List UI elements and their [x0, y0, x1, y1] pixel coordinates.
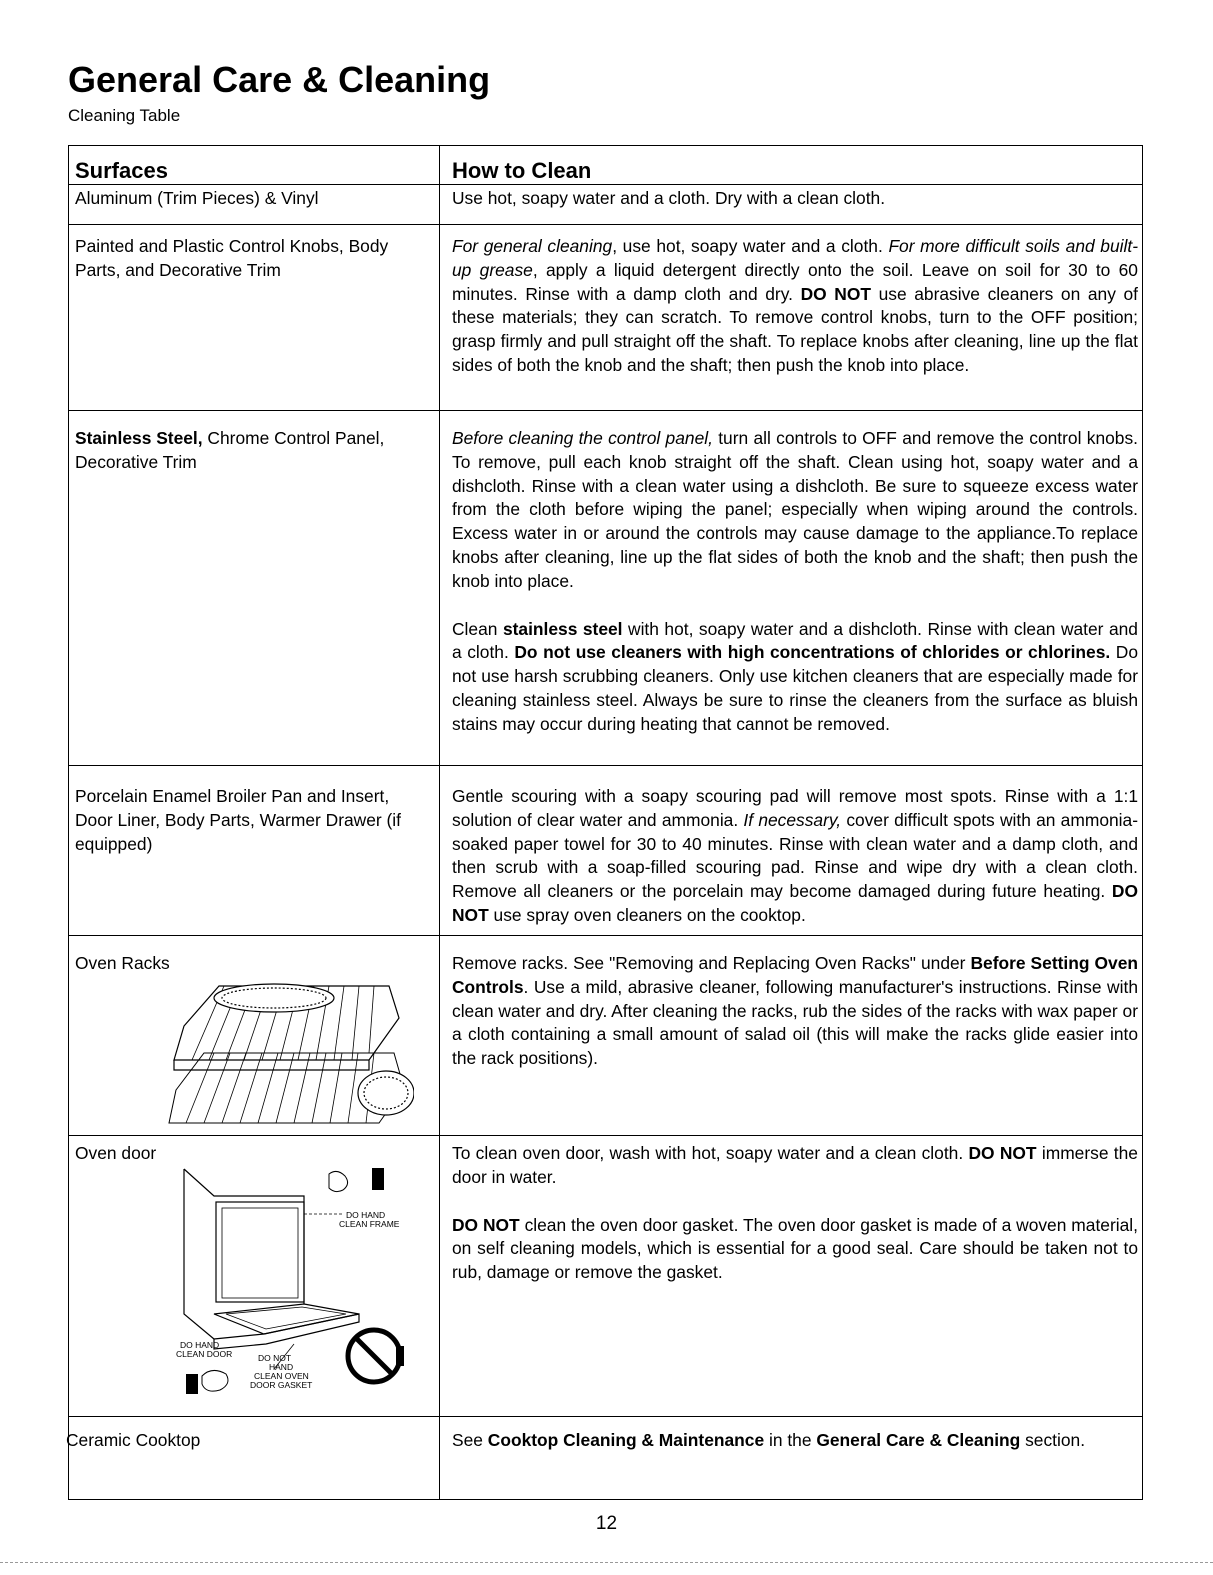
how-to-clean-cell: To clean oven door, wash with hot, soapy water and a clean cloth. DO NOT immerse the door in water. DO NOT clean the oven door gasket. The oven door gasket is made of a woven material, on self cleaning models, which is essential for a good seal. Care should be taken not to rub, damage or remove the gasket.: [452, 1143, 1138, 1283]
how-to-clean-cell: Before cleaning the control panel, turn all controls to OFF and remove the control knobs. To remove, pull each knob straight off the shaft. Clean using hot, soapy water and a dishcloth. Rinse with a clean water using a dishcloth. Be sure to squeeze excess water from the cloth before wiping the panel; especially when wiping around the controls. Excess water in or around the controls may cause damage to the appliance.To replace knobs after cleaning, line up the flat sides of both the knob and the shaft; then push the knob into place. Clean stainless steel with hot, soapy water and a dishcloth. Rinse with clean water and a cloth. Do not use cleaners with high concentrations of chlorides or chlorines. Do not use harsh scrubbing cleaners. Only use kitchen cleaners that are especially made for cleaning stainless steel. Always be sure to rinse the cleaners from the surface as bluish stains may occur during heating that cannot be removed.: [452, 428, 1138, 734]
svg-text:DO HAND: DO HAND: [180, 1340, 220, 1350]
surface-cell: Porcelain Enamel Broiler Pan and Insert, Door Liner, Body Parts, Warmer Drawer (if equipped): [75, 786, 401, 854]
column-header-how-to-clean: How to Clean: [452, 158, 592, 183]
cleaning-table: [68, 145, 1143, 1500]
surface-cell: Painted and Plastic Control Knobs, Body Parts, and Decorative Trim: [75, 236, 389, 280]
row-divider: [69, 410, 1142, 411]
row-divider: [69, 184, 1142, 185]
oven-door-illustration: [174, 1164, 414, 1399]
row-divider: [69, 1135, 1142, 1136]
svg-text:DO HAND: DO HAND: [346, 1210, 386, 1220]
page-subtitle: Cleaning Table: [68, 106, 181, 125]
bottom-rule: [0, 1562, 1213, 1563]
column-divider: [439, 146, 440, 1499]
row-divider: [69, 935, 1142, 936]
column-header-surfaces: Surfaces: [75, 158, 168, 183]
svg-text:DOOR GASKET: DOOR GASKET: [250, 1380, 313, 1390]
surface-cell: Ceramic Cooktop: [66, 1430, 201, 1450]
how-to-clean-cell: Use hot, soapy water and a cloth. Dry with a clean cloth.: [452, 188, 886, 208]
row-divider: [69, 1416, 1142, 1417]
how-to-clean-cell: For general cleaning, use hot, soapy water and a cloth. For more difficult soils and built-up grease, apply a liquid detergent directly onto the soil. Leave on soil for 30 to 60 minutes. Rinse with a damp cloth and dry. DO NOT use abrasive cleaners on any of these materials; they can scratch. To remove control knobs, turn to the OFF position; grasp firmly and pull straight off the shaft. To replace knobs after cleaning, line up the flat sides of both the knob and the shaft; then push the knob into place.: [452, 236, 1139, 375]
surface-cell: Aluminum (Trim Pieces) & Vinyl: [75, 188, 319, 208]
how-to-clean-cell: Remove racks. See "Removing and Replacing Oven Racks" under Before Setting Oven Controls. Use a mild, abrasive cleaner, following manufacturer's instructions. Rinse with clean water and dry. After cleaning the racks, rub the sides of the racks with wax paper or a cloth containing a small amount of salad oil (this will make the racks glide easier into the rack positions).: [452, 953, 1138, 1069]
svg-text:DO NOT: DO NOT: [258, 1353, 292, 1363]
svg-text:CLEAN DOOR: CLEAN DOOR: [176, 1349, 233, 1359]
oven-racks-illustration: [164, 978, 414, 1128]
svg-text:CLEAN OVEN: CLEAN OVEN: [254, 1371, 309, 1381]
row-divider: [69, 224, 1142, 225]
how-to-clean-cell: See Cooktop Cleaning & Maintenance in the General Care & Cleaning section.: [452, 1430, 1086, 1450]
surface-cell: Stainless Steel, Chrome Control Panel, Decorative Trim: [75, 428, 385, 472]
svg-text:HAND: HAND: [269, 1362, 294, 1372]
svg-text:CLEAN FRAME: CLEAN FRAME: [339, 1219, 400, 1229]
how-to-clean-cell: Gentle scouring with a soapy scouring pad will remove most spots. Rinse with a 1:1 solution of clear water and ammonia. If necessary, cover difficult spots with an ammonia-soaked paper towel for 30 to 40 minutes. Rinse with clean water and a damp cloth, and then scrub with a soap-filled scouring pad. Rinse and wipe dry with a clean cloth. Remove all cleaners or the porcelain may become damaged during future heating. DO NOT use spray oven cleaners on the cooktop.: [452, 786, 1138, 925]
surface-cell: Oven Racks: [75, 953, 170, 973]
page-title: General Care & Cleaning: [68, 59, 491, 100]
page-number: 12: [595, 1513, 618, 1534]
surface-cell: Oven door: [75, 1143, 157, 1163]
row-divider: [69, 765, 1142, 766]
